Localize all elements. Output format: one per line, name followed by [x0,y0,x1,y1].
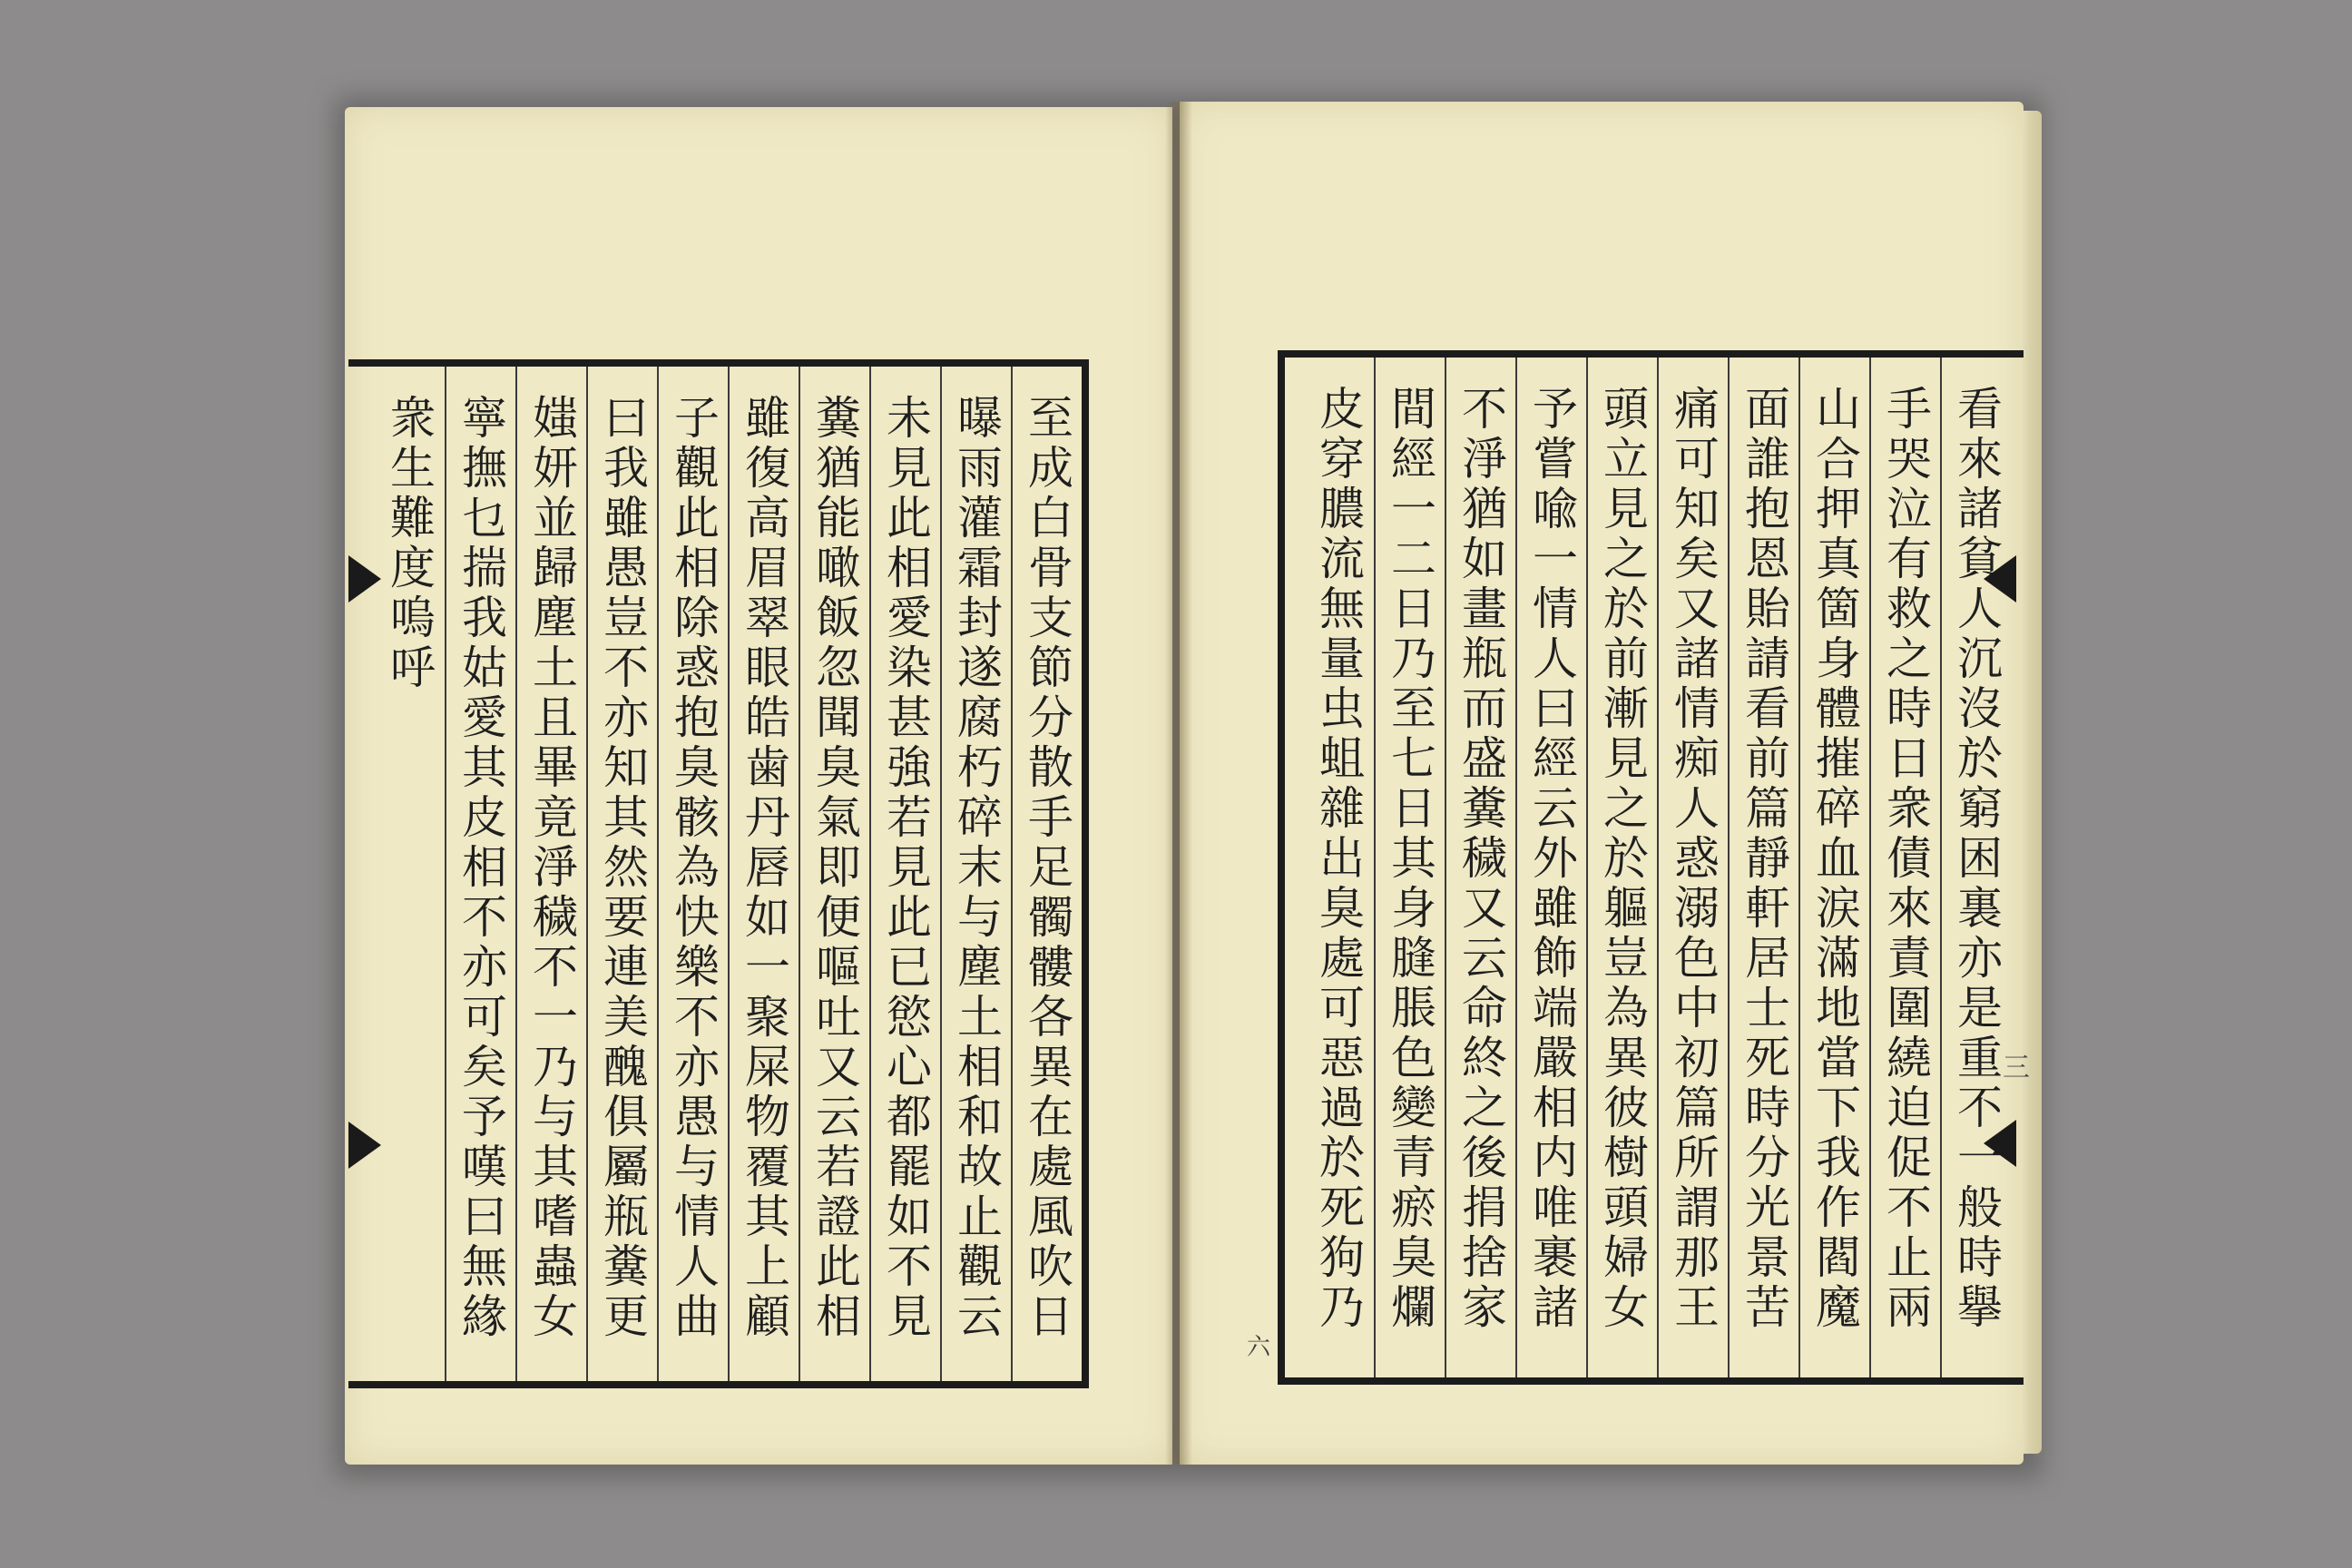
book-gutter [1165,102,1192,1465]
left-column-2 [940,367,1011,1381]
left-column-text: 媸妍並歸塵土且畢竟淨穢不一乃与其嗜蟲女 [525,394,578,1342]
left-column-text: 衆生難度嗚呼 [383,394,436,693]
right-column-7 [1515,358,1586,1377]
folio-number-bottom: 六 [1247,1334,1271,1361]
left-column-10 [374,367,445,1381]
left-text-frame [348,359,1089,1388]
left-upper-marker [348,555,381,603]
right-column-4 [1728,358,1798,1377]
left-column-7 [586,367,657,1381]
right-column-text: 間經一二日乃至七日其身膖脹色變青瘀臭爛 [1384,385,1436,1333]
right-column-10 [1303,358,1374,1377]
right-column-8 [1445,358,1515,1377]
left-column-8 [515,367,586,1381]
left-column-text: 子觀此相除惑抱臭骸為快樂不亦愚与情人曲 [667,394,720,1342]
left-column-text: 曝雨灌霜封遂腐朽碎末与塵土相和故止觀云 [950,394,1003,1342]
left-column-group [365,367,1082,1381]
left-column-6 [657,367,728,1381]
left-lower-marker [348,1122,381,1169]
left-column-5 [728,367,799,1381]
left-column-9 [445,367,515,1381]
right-column-text: 不淨猶如畫瓶而盛糞穢又云命終之後捐捨家 [1455,385,1507,1333]
right-lower-marker [1984,1120,2016,1167]
right-column-text: 予嘗喩一情人曰經云外雖飾端嚴相内唯裹諸 [1525,385,1578,1333]
right-column-text: 頭立見之於前漸見之於軀豈為異彼樹頭婦女 [1596,385,1649,1333]
right-column-6 [1586,358,1657,1377]
right-column-text: 山合押真箇身體摧碎血涙滿地當下我作閻魔 [1808,385,1861,1333]
left-column-text: 寧撫乜揣我姑愛其皮相不亦可矣予嘆曰無緣 [455,394,507,1342]
left-column-text: 雖復高眉翠眼皓歯丹唇如一聚屎物覆其上顧 [738,394,790,1342]
right-column-2 [1869,358,1940,1377]
left-column-text: 未見此相愛染甚強若見此已慾心都罷如不見 [879,394,932,1342]
left-column-text: 糞猶能噉飯忽聞臭氣即便嘔吐又云若證此相 [808,394,861,1342]
page-edge [2022,111,2042,1454]
left-column-text: 曰我雖愚豈不亦知其然要連美醜俱屬瓶糞更 [596,394,649,1342]
right-column-text: 面誰抱恩貽請看前篇靜軒居士死時分光景苦 [1738,385,1790,1333]
right-text-frame [1278,350,2024,1385]
right-column-1 [1940,358,2011,1377]
left-column-1 [1011,367,1082,1381]
right-column-3 [1798,358,1869,1377]
right-column-9 [1374,358,1445,1377]
left-column-3 [869,367,940,1381]
right-column-group [1285,358,2011,1377]
right-column-text: 痛可知矣又諸情痴人惑溺色中初篇所謂那王 [1667,385,1720,1333]
right-upper-marker [1984,555,2016,603]
folio-number-right: 三 [1997,1053,2029,1080]
left-column-4 [799,367,869,1381]
left-column-text: 至成白骨支節分散手足髑髏各異在處風吹日 [1021,394,1073,1342]
right-column-5 [1657,358,1728,1377]
right-column-text: 手哭泣有救之時日衆債來責圍繞迫促不止兩 [1879,385,1932,1333]
right-column-text: 看來諸貧人沉沒於窮困裏亦是重不一般時擧 [1950,385,2003,1333]
right-column-text: 皮穿膿流無量虫蛆雜出臭處可惡過於死狗乃 [1312,385,1365,1333]
